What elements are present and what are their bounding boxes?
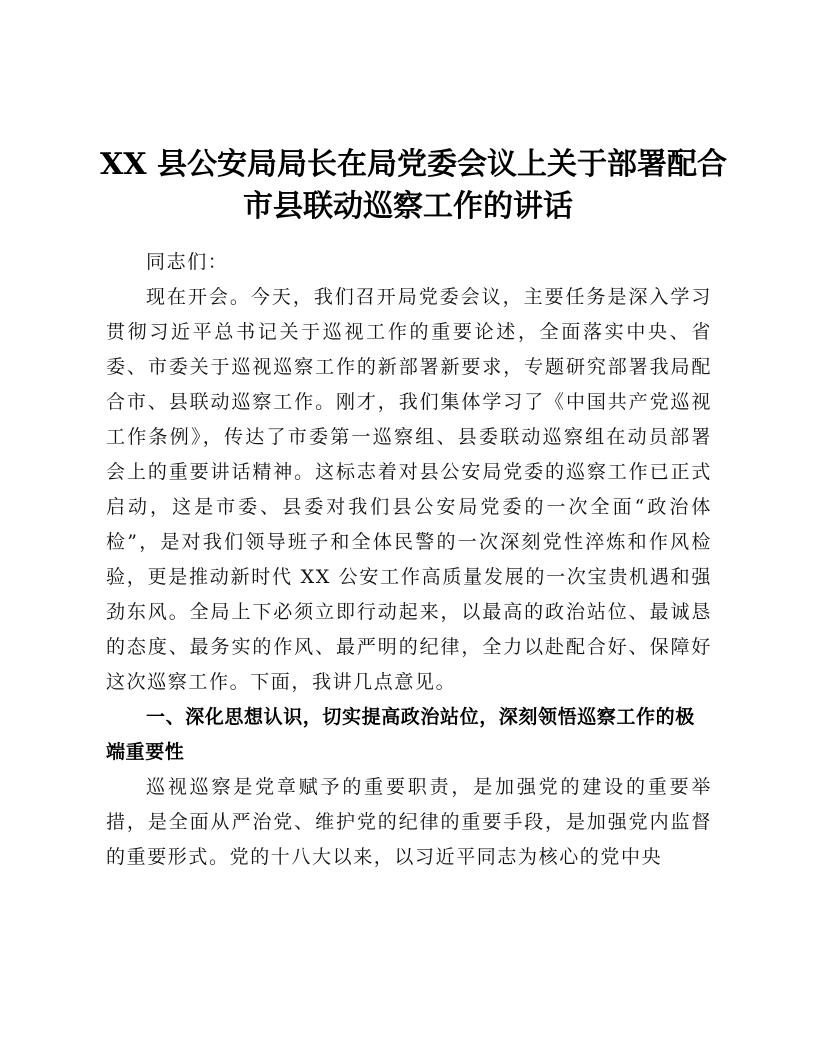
salutation: 同志们：	[146, 251, 229, 273]
title-line-2: 市县联动巡察工作的讲话	[243, 189, 573, 224]
section-heading-1: 一、深化思想认识，切实提高政治站位，深刻领悟巡察工作的极端重要性	[106, 706, 695, 763]
title-line-1: XX 县公安局局长在局党委会议上关于部署配合	[100, 147, 727, 182]
document-body	[106, 245, 712, 875]
document-title	[100, 144, 727, 228]
paragraph-section-1: 巡视巡察是党章赋予的重要职责，是加强党的建设的重要举措，是全面从严治党、维护党的纪律的重要手段，是加强党内监督的重要形式。党的十八大以来，以习近平同志为核心的党中央	[106, 776, 712, 868]
paragraph-opening: 现在开会。今天，我们召开局党委会议，主要任务是深入学习贯彻习近平总书记关于巡视工作的重要论述，全面落实中央、省委、市委关于巡视巡察工作的新部署新要求，专题研究部署我局配合市、县联动巡察工作。刚才，我们集体学习了《中国共产党巡视工作条例》，传达了市委第一巡察组、县委联动巡察组在动员部署会上的重要讲话精神。这标志着对县公安局党委的巡察工作已正式启动，这是市委、县委对我们县公安局党委的一次全面“政治体检”，是对我们领导班子和全体民警的一次深刻党性淬炼和作风检验，更是推动新时代 XX 公安工作高质量发展的一次宝贵机遇和强劲东风。全局上下必须立即行动起来，以最高的政治站位、最诚恳的态度、最务实的作风、最严明的纪律，全力以赴配合好、保障好这次巡察工作。下面，我讲几点意见。	[106, 286, 712, 693]
